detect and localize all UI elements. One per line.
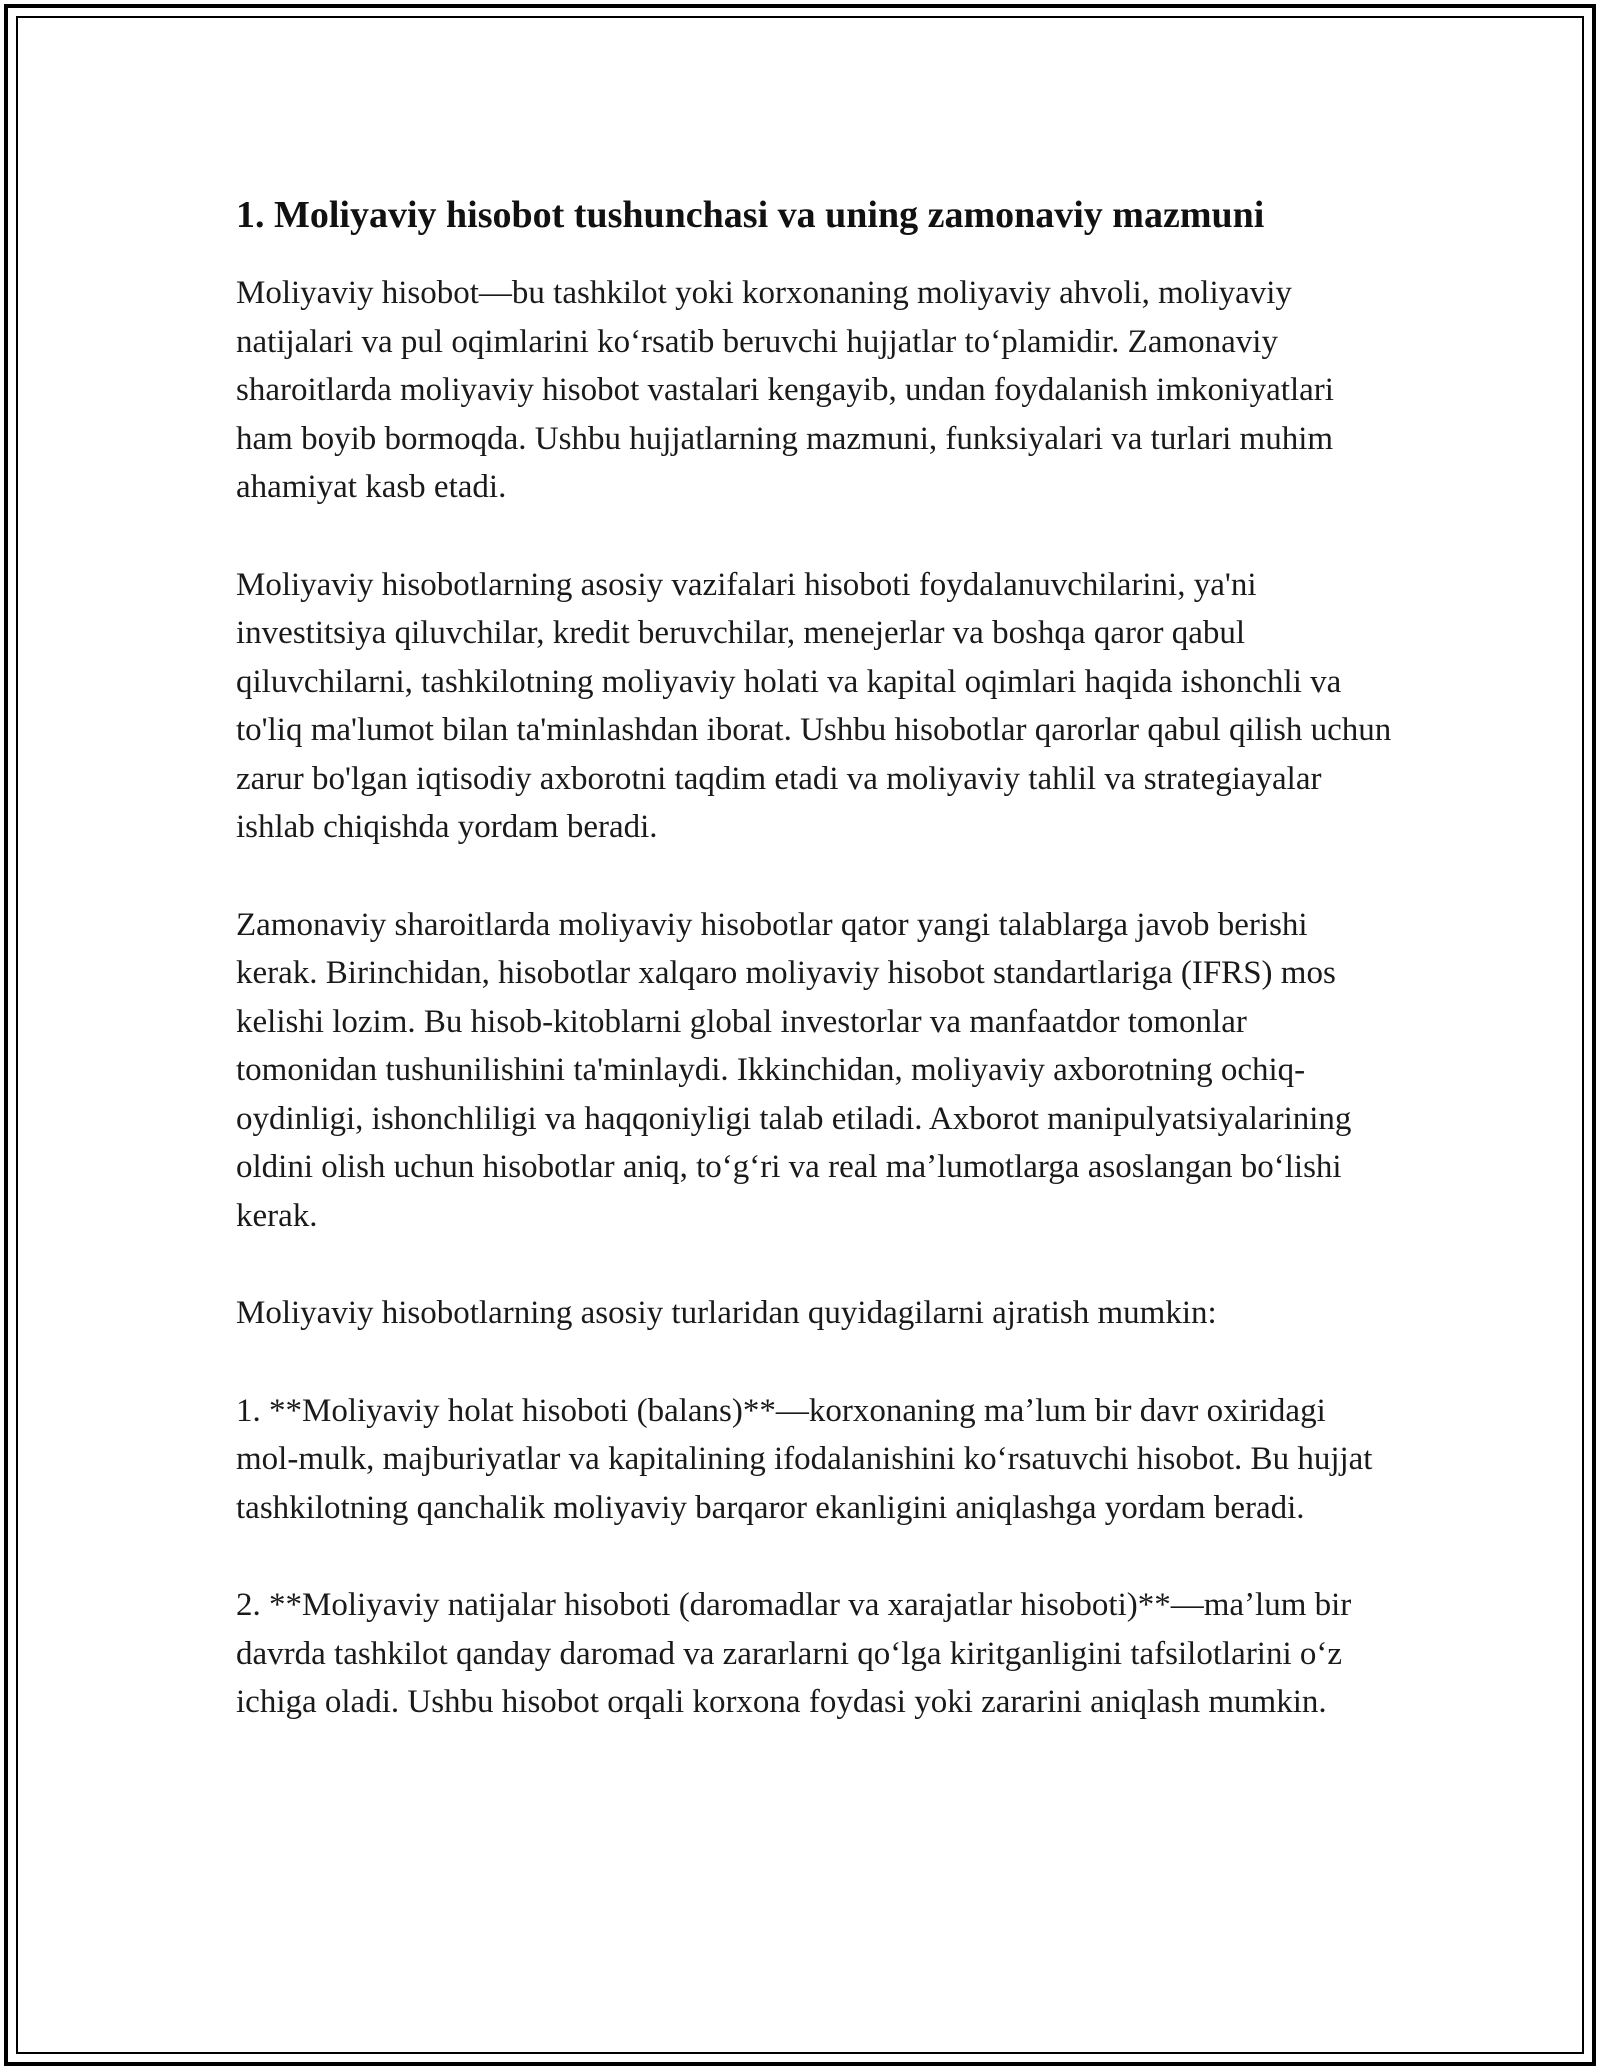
document-body — [236, 188, 1396, 1776]
section-title: 1. Moliyaviy hisobot tushunchasi va uning zamonaviy mazmuni — [236, 194, 1265, 236]
paragraph-requirements: Zamonaviy sharoitlarda moliyaviy hisobotlar qator yangi talablarga javob berishi kerak. Birinchidan, hisobotlar xalqaro moliyaviy hisobot standartlariga (IFRS) mos kelishi lozim. Bu hisob-kitoblarni global investorlar va manfaatdor tomonlar tomonidan tushunilishini ta'minlaydi. Ikkinchidan, moliyaviy axborotning ochiq-oydinligi, ishonchliligi va haqqoniyligi talab etiladi. Axborot manipulyatsiyalarining oldini olish uchun hisobotlar aniq, toʻgʻri va real maʼlumotlarga asoslangan boʻlishi kerak. — [236, 906, 1352, 1234]
paragraph-types-intro: Moliyaviy hisobotlarning asosiy turlaridan quyidagilarni ajratish mumkin: — [236, 1295, 1217, 1331]
list-item-balance-sheet: 1. **Moliyaviy holat hisoboti (balans)**—korxonaning maʼlum bir davr oxiridagi mol-mulk, majburiyatlar va kapitalining ifodalanishini koʻrsatuvchi hisobot. Bu hujjat tashkilotning qanchalik moliyaviy barqaror ekanligini aniqlashga yordam beradi. — [236, 1392, 1373, 1526]
list-item-income-statement: 2. **Moliyaviy natijalar hisoboti (daromadlar va xarajatlar hisoboti)**—maʼlum bir davrda tashkilot qanday daromad va zararlarni qoʻlga kiritganligini tafsilotlarini oʻz ichiga oladi. Ushbu hisobot orqali korxona foydasi yoki zararini aniqlash mumkin. — [236, 1587, 1352, 1720]
paragraph-definition: Moliyaviy hisobot—bu tashkilot yoki korxonaning moliyaviy ahvoli, moliyaviy natijalari va pul oqimlarini koʻrsatib beruvchi hujjatlar toʻplamidir. Zamonaviy sharoitlarda moliyaviy hisobot vastalari kengayib, undan foydalanish imkoniyatlari ham boyib bormoqda. Ushbu hujjatlarning mazmuni, funksiyalari va turlari muhim ahamiyat kasb etadi. — [236, 275, 1334, 505]
paragraph-functions: Moliyaviy hisobotlarning asosiy vazifalari hisoboti foydalanuvchilarini, ya'ni investitsiya qiluvchilar, kredit beruvchilar, menejerlar va boshqa qaror qabul qiluvchilarni, tashkilotning moliyaviy holati va kapital oqimlari haqida ishonchli va to'liq ma'lumot bilan ta'minlashdan iborat. Ushbu hisobotlar qarorlar qabul qilish uchun zarur bo'lgan iqtisodiy axborotni taqdim etadi va moliyaviy tahlil va strategiayalar ishlab chiqishda yordam beradi. — [236, 566, 1392, 845]
